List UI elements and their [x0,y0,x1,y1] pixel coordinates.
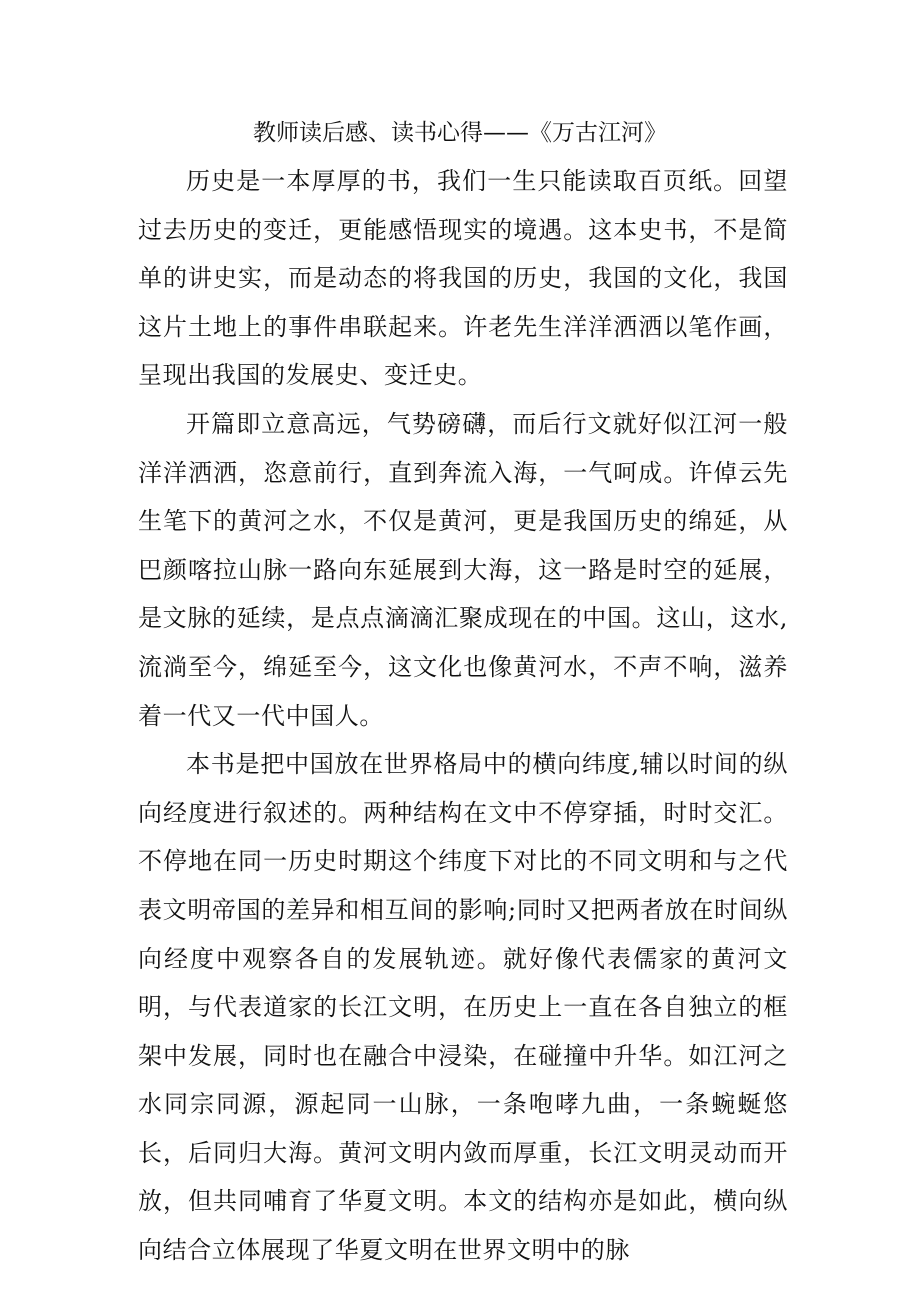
document-body [138,157,788,1275]
paragraph-1: 历史是一本厚厚的书，我们一生只能读取百页纸。回望过去历史的变迁，更能感悟现实的境遇。这本史书，不是简单的讲史实，而是动态的将我国的历史，我国的文化，我国这片土地上的事件串联起来。许老先生洋洋洒洒以笔作画，呈现出我国的发展史、变迁史。 [138,167,788,390]
paragraph-2: 开篇即立意高远，气势磅礴，而后行文就好似江河一般洋洋洒洒，恣意前行，直到奔流入海，一气呵成。许倬云先生笔下的黄河之水，不仅是黄河，更是我国历史的绵延，从巴颜喀拉山脉一路向东延展到大海，这一路是时空的延展，是文脉的延续，是点点滴滴汇聚成现在的中国。这山，这水,流淌至今，绵延至今，这文化也像黄河水，不声不响，滋养着一代又一代中国人。 [138,409,788,730]
document-title: 教师读后感、读书心得——《万古江河》 [253,120,667,146]
paragraph-3: 本书是把中国放在世界格局中的横向纬度,辅以时间的纵向经度进行叙述的。两种结构在文中不停穿插，时时交汇。不停地在同一历史时期这个纬度下对比的不同文明和与之代表文明帝国的差异和相互间的影响;同时又把两者放在时间纵向经度中观察各自的发展轨迹。就好像代表儒家的黄河文明，与代表道家的长江文明，在历史上一直在各自独立的框架中发展，同时也在融合中浸染，在碰撞中升华。如江河之水同宗同源，源起同一山脉，一条咆哮九曲，一条蜿蜒悠长，后同归大海。黄河文明内敛而厚重，长江文明灵动而开放，但共同哺育了华夏文明。本文的结构亦是如此，横向纵向结合立体展现了华夏文明在世界文明中的脉 [138,750,788,1265]
